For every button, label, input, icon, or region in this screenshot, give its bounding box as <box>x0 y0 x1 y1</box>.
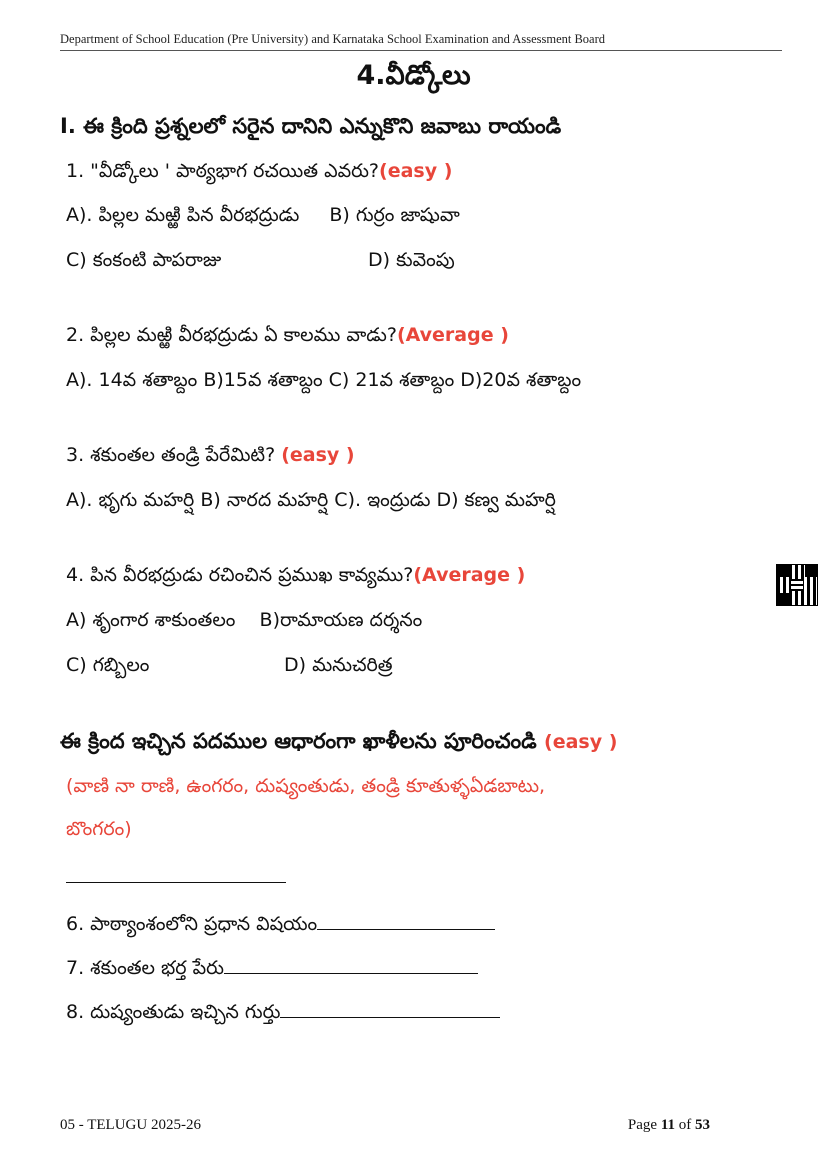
question-4-options-row2 <box>66 654 393 681</box>
question-8-text: 8. దుష్యంతుడు ఇచ్చిన గుర్తు <box>66 1001 281 1023</box>
section-fill-blanks-heading <box>60 729 617 759</box>
section-fill-blanks-text: ఈ క్రింద ఇచ్చిన పదముల ఆధారంగా ఖాళీలను పూరించండి <box>60 729 537 753</box>
page-of: of <box>678 1117 692 1133</box>
question-2-options: A). 14వ శతాబ్దం B)15వ శతాబ్దం C) 21వ శతాబ్దం D)20వ శతాబ్దం <box>66 369 582 391</box>
option-c: C) కంకంటి పాపరాజు <box>66 249 222 271</box>
difficulty-tag: (easy ) <box>379 160 453 182</box>
question-3-options: A). భృగు మహర్షి B) నారద మహర్షి C). ఇంద్రుడు D) కణ్వ మహర్షి <box>66 489 556 511</box>
page-label: Page <box>627 1117 658 1133</box>
option-b: B) గుర్రం జాషువా <box>329 204 460 226</box>
question-2-text: 2. పిల్లల మఱ్ఱి వీరభద్రుడు ఏ కాలము వాడు? <box>66 324 397 346</box>
answer-blank[interactable] <box>280 999 500 1018</box>
question-3-text: 3. శకుంతల తండ్రి పేరేమిటి? <box>66 444 276 466</box>
question-3 <box>66 444 355 471</box>
answer-blank[interactable] <box>317 911 495 930</box>
page-total: 53 <box>695 1117 710 1133</box>
option-c: C) గబ్బిలం <box>66 654 150 676</box>
option-d: D) మనుచరిత్ర <box>284 654 393 676</box>
question-6 <box>66 911 495 940</box>
option-a: A) శృంగార శాకుంతలం <box>66 609 236 631</box>
question-7 <box>66 955 478 984</box>
difficulty-tag: (easy ) <box>544 731 618 753</box>
question-4-options-row1 <box>66 609 422 636</box>
question-1-options-row1 <box>66 204 460 231</box>
qr-code-icon <box>776 564 818 606</box>
question-1-text: 1. "వీడ్కోలు ' పాఠ్యభాగ రచయిత ఎవరు? <box>66 160 380 182</box>
question-4 <box>66 564 525 591</box>
option-d: D) కువెంపు <box>368 249 455 271</box>
page-current: 11 <box>660 1117 675 1133</box>
board-header: Department of School Education (Pre University) and Karnataka School Examination and Assessment Board <box>60 32 782 51</box>
question-4-text: 4. పిన వీరభద్రుడు రచించిన ప్రముఖ కావ్యము? <box>66 564 414 586</box>
question-1 <box>66 160 452 187</box>
option-a: A). పిల్లల మఱ్ఱి పిన వీరభద్రుడు <box>66 204 300 226</box>
question-6-text: 6. పాఠ్యాంశంలోని ప్రధాన విషయం <box>66 913 318 935</box>
answer-blank[interactable] <box>66 864 286 883</box>
question-2 <box>66 324 509 351</box>
difficulty-tag: (Average ) <box>396 324 509 346</box>
section-mcq-heading: I. ఈ క్రింది ప్రశ్నలలో సరైన దానిని ఎన్నుకొని జవాబు రాయండి <box>60 114 562 138</box>
question-5 <box>66 864 286 888</box>
question-1-options-row2 <box>66 249 455 276</box>
difficulty-tag: (Average ) <box>413 564 526 586</box>
difficulty-tag: (easy ) <box>281 444 355 466</box>
answer-blank[interactable] <box>224 955 478 974</box>
question-7-text: 7. శకుంతల భర్త పేరు <box>66 957 224 979</box>
footer-page-number <box>628 1117 710 1134</box>
question-8 <box>66 999 500 1028</box>
word-bank-line-2: బొంగరం) <box>66 818 132 840</box>
word-bank-line-1: (వాణి నా రాణి, ఉంగరం, దుష్యంతుడు, తండ్రి కూతుళ్ళఏడబాటు, <box>66 775 546 797</box>
option-b: B)రామాయణ దర్శనం <box>259 609 423 631</box>
lesson-title: 4.వీడ్కోలు <box>356 60 471 91</box>
footer-subject: 05 - TELUGU 2025-26 <box>60 1117 201 1133</box>
